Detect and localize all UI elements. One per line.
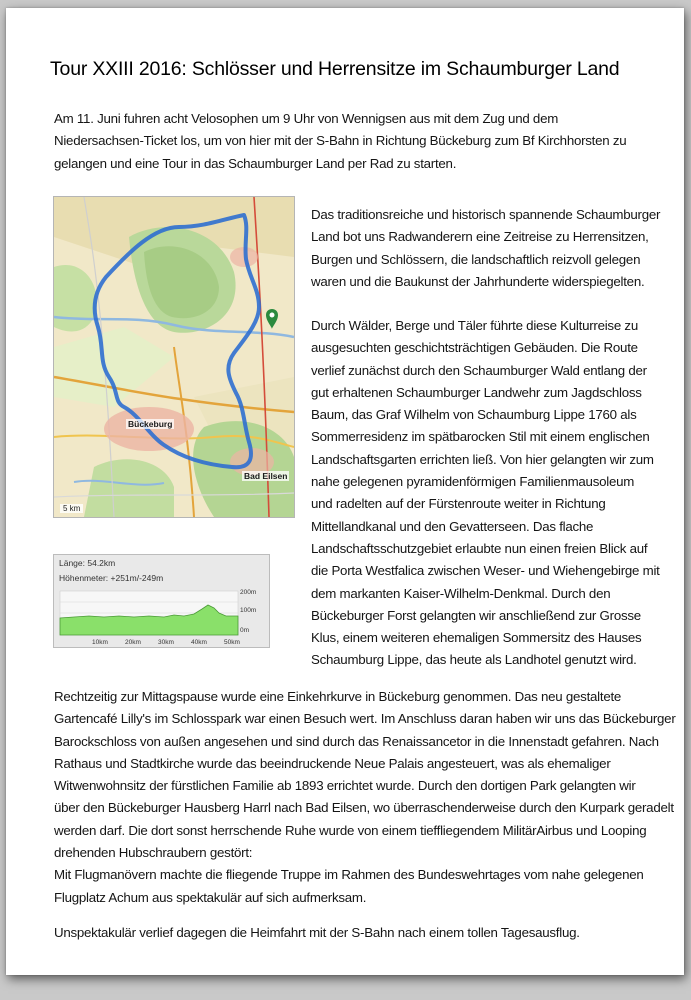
route-map-image	[53, 196, 295, 518]
text-line: Das traditionsreiche und historisch spannende Schaumburger	[311, 207, 661, 222]
text-line: Klus, einem weiteren ehemaligen Sommersitz des Hauses	[311, 630, 642, 646]
text-line: gelangen und eine Tour in das Schaumburger Land per Rad zu starten.	[54, 155, 457, 171]
bottom-paragraph-2	[54, 922, 654, 944]
x-tick-label: 50km	[224, 639, 240, 646]
text-line: dem markanten Kaiser-Wilhelm-Denkmal. Durch den	[311, 585, 611, 601]
text-line: Landschaftsgarten errichten ließ. Von hier gelangten wir zum	[311, 451, 654, 467]
x-tick-label: 20km	[125, 639, 141, 646]
text-line: Land bot uns Radwanderern eine Zeitreise zu Herrensitzen,	[311, 229, 649, 245]
document-page	[6, 8, 684, 975]
text-line: nahe gelegenen pyramidenförmigen Familienmausoleum	[311, 474, 635, 490]
text-line: Landschaftsschutzgebiet erlaubte nun einen freien Blick auf	[311, 540, 648, 556]
document-title: Tour XXIII 2016: Schlösser und Herrensitze im Schaumburger Land	[50, 58, 620, 80]
x-tick-label: 10km	[92, 639, 108, 646]
text-line: Witwenwohnsitz der fürstlichen Familie ab 1893 errichtet wurde. Durch den dortigen Park gelangten wir	[54, 778, 636, 794]
intro-paragraph	[54, 108, 654, 175]
text-line: Rechtzeitig zur Mittagspause wurde eine Einkehrkurve in Bückeburg genommen. Das neu gestaltete	[54, 689, 622, 704]
text-line: Durch Wälder, Berge und Täler führte diese Kulturreise zu	[311, 318, 638, 333]
text-line: Baum, das Graf Wilhelm von Schaumburg Lippe 1760 als	[311, 407, 637, 423]
text-line: Unspektakulär verlief dagegen die Heimfahrt mit der S-Bahn nach einem tollen Tagesausflug.	[54, 925, 580, 940]
elevation-chart	[54, 555, 269, 647]
map-town-label-east: Bad Eilsen	[244, 471, 288, 481]
text-line: Mit Flugmanövern machte die fliegende Truppe im Rahmen des Bundeswehrtages vom nahe gelegenen	[54, 867, 644, 883]
right-paragraph-1	[311, 204, 661, 293]
text-line: Schaumburg Lippe, das heute als Landhotel genutzt wird.	[311, 652, 637, 668]
y-tick-label: 100m	[240, 607, 257, 614]
text-line: drehenden Hubschraubern gestört:	[54, 845, 253, 861]
text-line: die Porta Westfalica zwischen Weser- und Wiehengebirge mit	[311, 563, 660, 579]
text-line: Niedersachsen-Ticket los, um von hier mit der S-Bahn in Richtung Bückeburg zum Bf Kirchhorsten zu	[54, 133, 627, 149]
text-line: waren und die Baukunst der Jahrhunderte widerspiegelten.	[311, 273, 645, 289]
route-length-label: Länge: 54.2km	[59, 558, 116, 568]
bottom-paragraph-1	[54, 686, 676, 909]
text-line: Bückeburger Forst gelangten wir anschließend zur Grosse	[311, 607, 641, 623]
text-line: gut erhaltenen Schaumburger Landwehr zum Jagdschloss	[311, 384, 642, 400]
elevation-gain-label: Höhenmeter: +251m/-249m	[59, 573, 164, 583]
text-line: verlief zunächst durch den Schaumburger Wald entlang der	[311, 362, 647, 378]
text-line: Am 11. Juni fuhren acht Velosophen um 9 Uhr von Wennigsen aus mit dem Zug und dem	[54, 111, 559, 126]
text-line: ausgesuchten geschichtsträchtigen Gebäuden. Die Route	[311, 340, 638, 356]
y-tick-label: 200m	[240, 589, 257, 596]
y-tick-label: 0m	[240, 627, 250, 634]
text-line: werden darf. Die dort sonst herrschende Ruhe wurde von einem tieffliegendem MilitärAirbus und Looping	[54, 822, 647, 838]
text-line: Burgen und Schlössern, die landschaftlich reizvoll gelegen	[311, 251, 641, 267]
x-tick-label: 40km	[191, 639, 207, 646]
map-graphic	[54, 197, 294, 517]
x-tick-label: 30km	[158, 639, 174, 646]
text-line: über den Bückeburger Hausberg Harrl nach Bad Eilsen, wo überraschenderweise durch den Kurpark geradelt	[54, 800, 674, 816]
map-town-label: Bückeburg	[128, 419, 173, 429]
right-paragraph-2	[311, 315, 660, 672]
text-line: Mittellandkanal und den Gevatterseen. Das flache	[311, 518, 594, 534]
elevation-profile	[53, 554, 270, 648]
text-line: und radelten auf der Fürstenroute weiter in Richtung	[311, 496, 606, 512]
text-line: Rathaus und Stadtkirche wurde das beeindruckende Neue Palais angesteuert, was als ehemaliger	[54, 755, 611, 771]
text-line: Gartencafé Lilly's im Schlosspark war einen Besuch wert. Im Anschluss daran haben wir uns das Bückeburger	[54, 711, 676, 727]
map-scale-label: 5 km	[60, 504, 83, 513]
text-line: Flugplatz Achum aus spektakulär auf sich aufmerksam.	[54, 889, 367, 905]
text-line: Sommerresidenz im spätbarocken Stil mit einem englischen	[311, 429, 650, 445]
text-line: Barockschloss von außen angesehen und sind durch das Renaissancetor in die Innenstadt gefahren. Nach	[54, 733, 659, 749]
